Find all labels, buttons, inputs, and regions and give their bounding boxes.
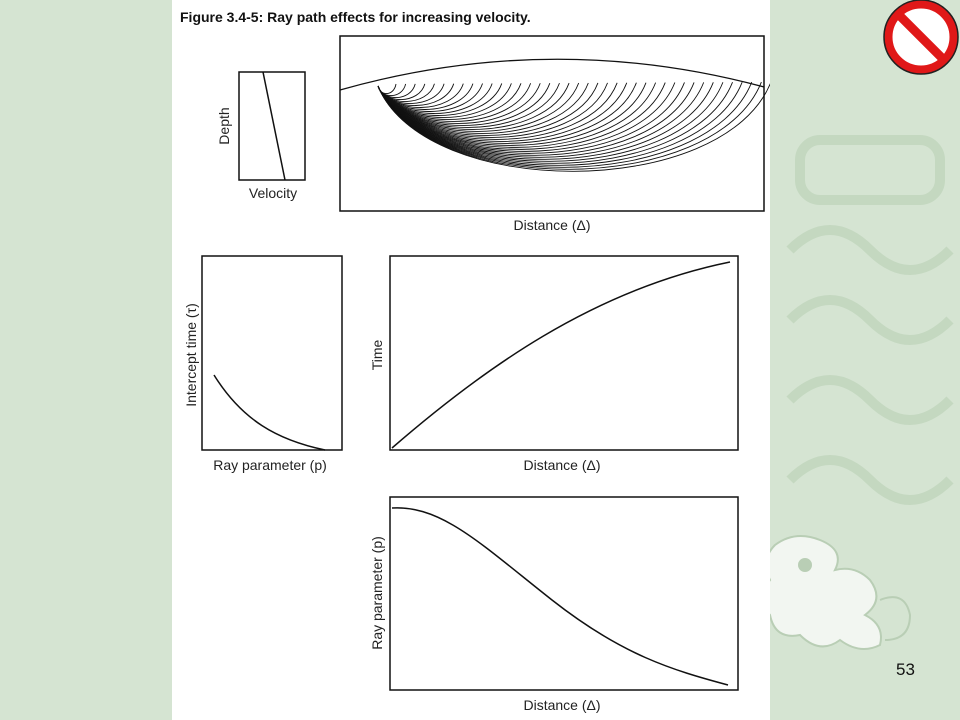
surface-curve: [340, 59, 764, 90]
ray-parameter-label: Ray parameter (p): [213, 457, 327, 473]
figure-diagram: [172, 0, 770, 720]
tau-p-panel: [183, 256, 342, 473]
velocity-depth-frame: [239, 72, 305, 180]
velocity-label: Velocity: [248, 185, 298, 201]
depth-label: Depth: [216, 107, 232, 145]
p-delta-panel: [369, 497, 738, 713]
figure-title: Figure 3.4-5: Ray path effects for increasing velocity.: [180, 9, 531, 25]
tau-p-frame: [202, 256, 342, 450]
travel-time-panel: [369, 256, 738, 473]
ray-paths-distance-label: Distance (Δ): [513, 217, 591, 233]
travel-time-distance-label: Distance (Δ): [523, 457, 601, 473]
tau-p-curve: [214, 375, 325, 450]
p-delta-ylabel: Ray parameter (p): [369, 536, 385, 650]
velocity-depth-panel: [216, 72, 305, 201]
intercept-time-label: Intercept time (τ): [183, 303, 199, 407]
travel-time-frame: [390, 256, 738, 450]
ray-paths-panel: [340, 36, 770, 233]
travel-time-curve: [392, 262, 730, 448]
velocity-depth-line: [263, 72, 285, 180]
page-number: 53: [896, 660, 915, 679]
dragon-ornament: [763, 536, 911, 649]
no-entry-icon: [882, 0, 960, 76]
p-delta-distance-label: Distance (Δ): [523, 697, 601, 713]
p-delta-frame: [390, 497, 738, 690]
ray-path-group: [378, 82, 770, 171]
ray-path: [378, 83, 646, 146]
ray-path: [378, 82, 752, 167]
figure-panel: [172, 0, 770, 720]
time-label: Time: [369, 339, 385, 371]
p-delta-curve: [392, 508, 728, 685]
